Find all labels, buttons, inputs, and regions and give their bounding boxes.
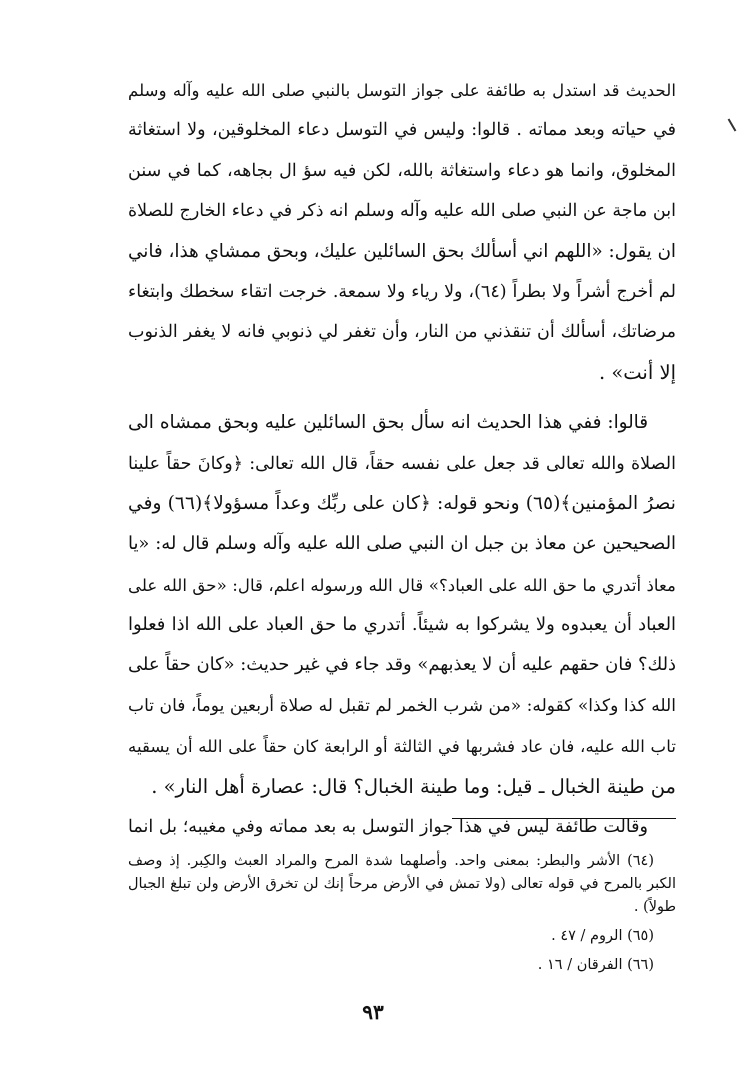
text-line: المخلوق، وانما هو دعاء واستغاثة بالله، لكن فيه سؤ ال بجاهه، كما في سنن (128, 160, 676, 181)
text-line: العباد أن يعبدوه ولا يشركوا به شيئاً. أتدري ما حق العباد على الله اذا فعلوا (128, 614, 676, 636)
text-line: الله كذا وكذا» كقوله: «من شرب الخمر لم تقبل له صلاة أربعين يوماً، فان تاب (128, 695, 676, 716)
page-body (128, 70, 676, 847)
paragraph-1 (128, 70, 676, 393)
text-line: نصرُ المؤمنين﴾(٦٥) ونحو قوله: ﴿كان على ربِّك وعداً مسؤولا﴾(٦٦) وفي (128, 492, 676, 514)
text-line: الصلاة والله تعالى قد جعل على نفسه حقاً، قال الله تعالى: ﴿وكانَ حقاً علينا (128, 453, 676, 474)
text-line: تاب الله عليه، فان عاد فشربها في الثالثة أو الرابعة كان حقاً على الله أن يسقيه (128, 736, 676, 757)
text-line: الصحيحين عن معاذ بن جبل ان النبي صلى الله عليه وآله وسلم قال له: «يا (128, 533, 676, 555)
paragraph-2 (128, 403, 676, 807)
text-line: وقالت طائفة ليس في هذا جواز التوسل به بعد مماته وفي مغيبه؛ بل انما (128, 817, 648, 838)
footnote-line: الكبر بالمرح في قوله تعالى (ولا تمش في الأرض مرحاً إنك لن تخرق الأرض ولن تبلغ الجبال (128, 876, 676, 892)
paragraph-3 (128, 807, 676, 847)
footnote-line: (٦٥) الروم / ٤٧ . (551, 928, 654, 944)
text-line: ان يقول: «اللهم اني أسألك بحق السائلين عليك، وبحق ممشاي هذا، فاني (128, 240, 676, 262)
footnotes (128, 850, 676, 977)
footnote-separator (452, 818, 676, 819)
footnote-66 (128, 954, 676, 977)
text-line: من طينة الخبال ـ قيل: وما طينة الخبال؟ قال: عصارة أهل النار» . (151, 774, 676, 798)
footnote-line: طولاً) . (633, 899, 676, 915)
text-line: مرضاتك، أسألك أن تنقذني من النار، وأن تغفر لي ذنوبي فانه لا يغفر الذنوب (128, 322, 676, 343)
text-line: إلا أنت» . (598, 360, 676, 384)
text-line: قالوا: ففي هذا الحديث انه سأل بحق السائلين عليه وبحق ممشاه الى (128, 412, 648, 434)
text-line: معاذ أتدري ما حق الله على العباد؟» قال الله ورسوله اعلم، قال: «حق الله على (128, 574, 676, 595)
footnote-65 (128, 925, 676, 948)
margin-mark (728, 118, 737, 131)
text-line: لم أخرج أشراً ولا بطراً (٦٤)، ولا رياء ولا سمعة. خرجت اتقاء سخطك وابتغاء (128, 281, 676, 302)
text-line: ابن ماجة عن النبي صلى الله عليه وآله وسلم انه ذكر في دعاء الخارج للصلاة (128, 201, 676, 222)
text-line: ذلك؟ فان حقهم عليه أن لا يعذبهم» وقد جاء في غير حديث: «كان حقاً على (128, 654, 676, 676)
footnote-line: (٦٤) الأشر والبطر: بمعنى واحد. وأصلهما شدة المرح والمراد العبث والكِبر. إذ وصف (128, 853, 654, 869)
page-number: ٩٣ (362, 1000, 384, 1024)
text-line: الحديث قد استدل به طائفة على جواز التوسل بالنبي صلى الله عليه وآله وسلم (128, 80, 676, 100)
footnote-64 (128, 850, 676, 919)
text-line: في حياته وبعد مماته . قالوا: وليس في التوسل دعاء المخلوقين، ولا استغاثة (128, 120, 676, 141)
footnote-line: (٦٦) الفرقان / ١٦ . (537, 957, 654, 973)
